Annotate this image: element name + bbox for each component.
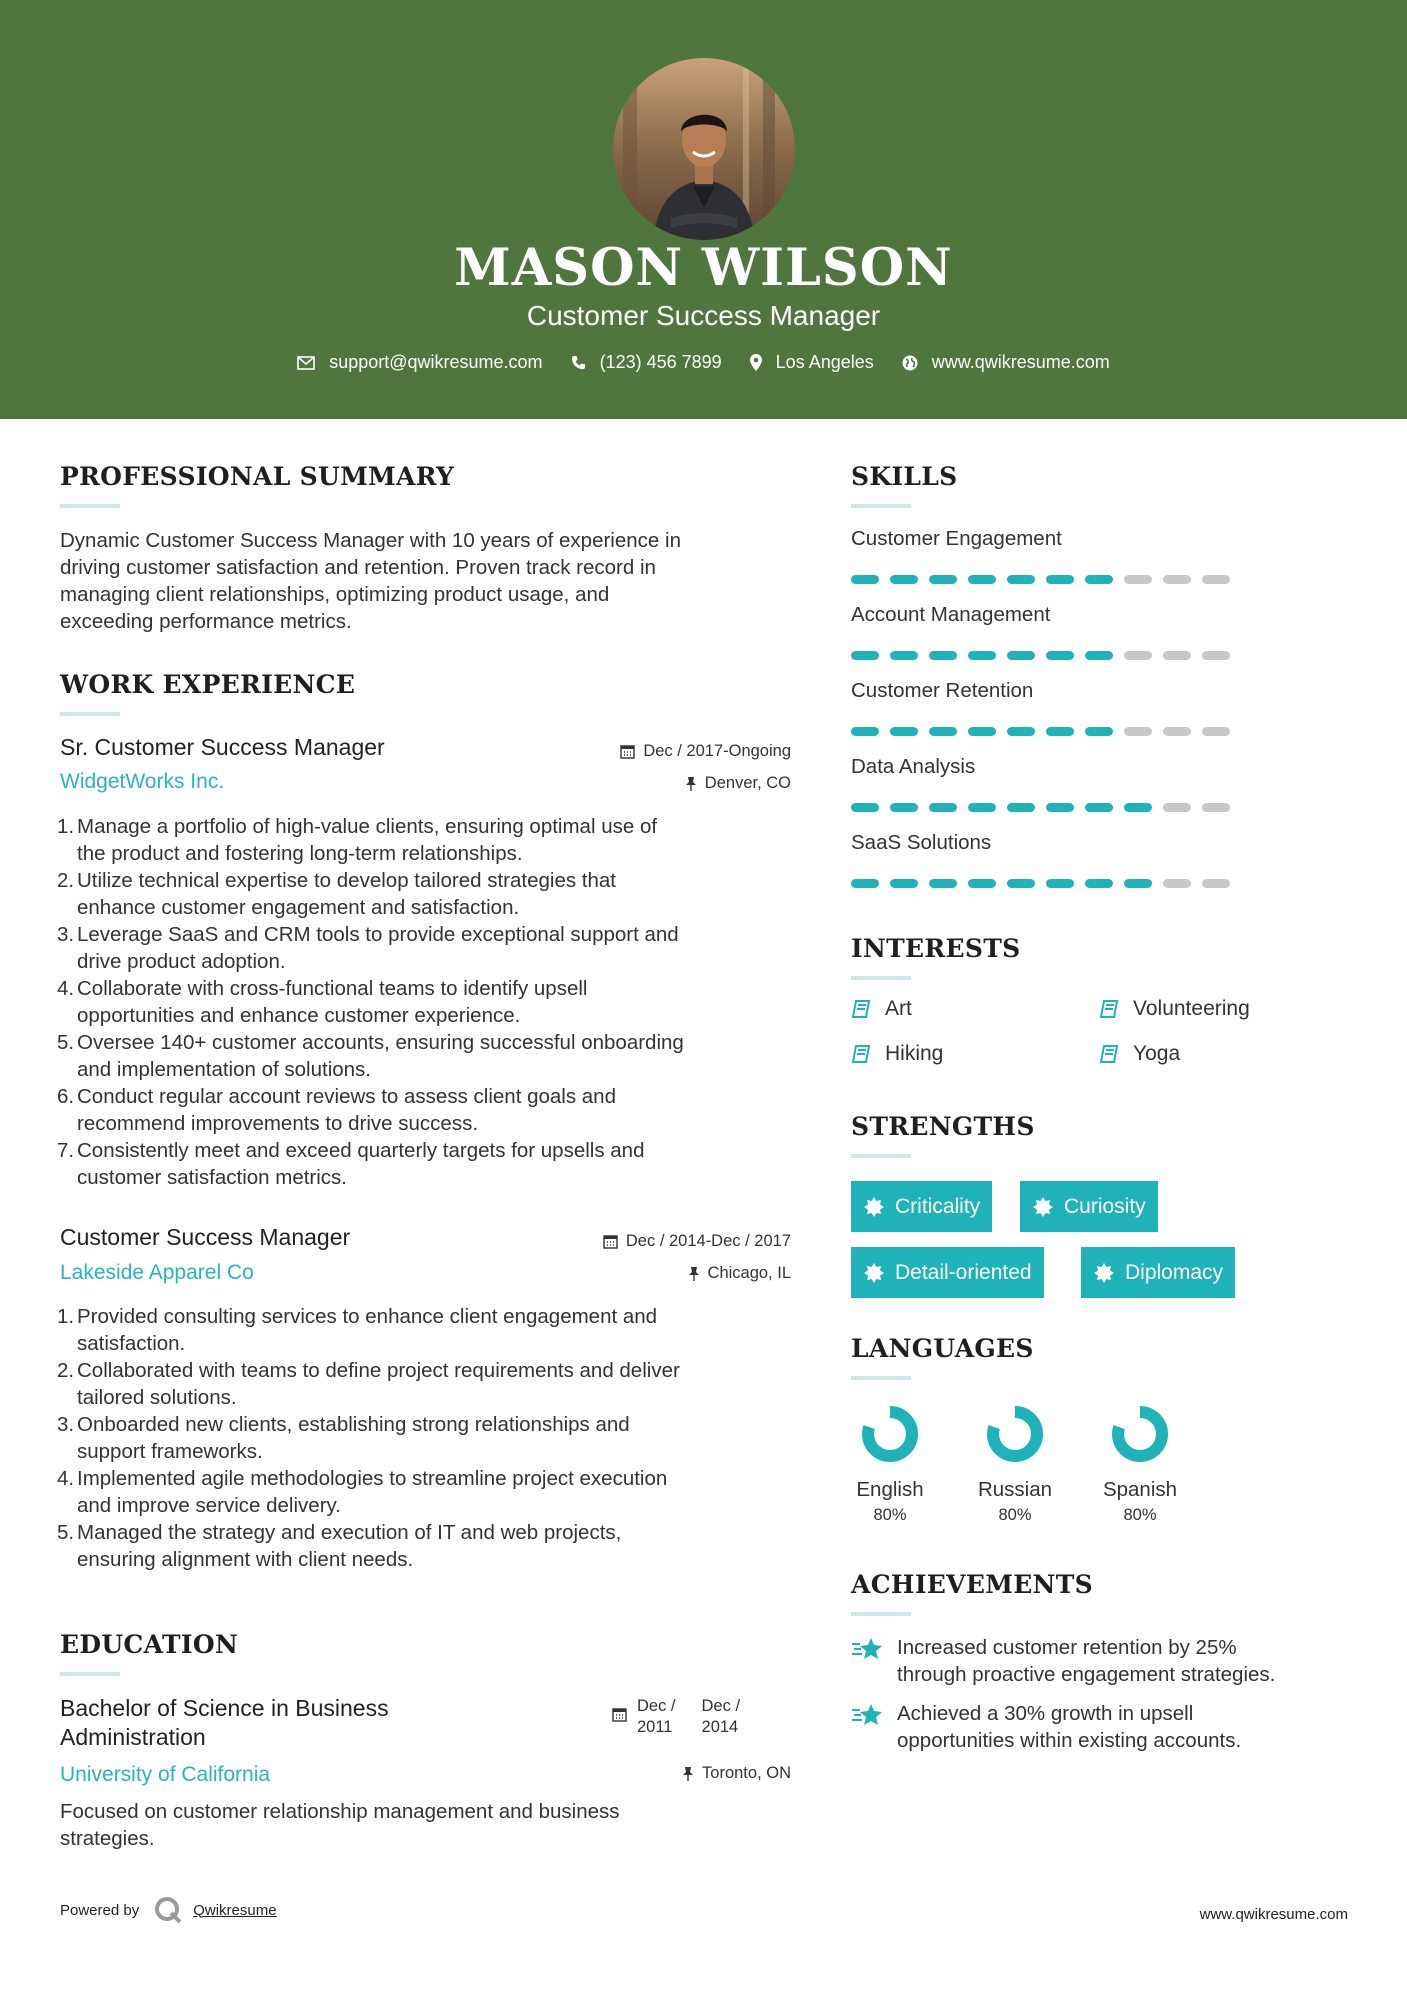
list-item: 5. Oversee 140+ customer accounts, ensuring successful onboarding and implementation of solutions.	[57, 1031, 684, 1081]
skill-level-bar	[851, 727, 1241, 736]
candidate-role: Customer Success Manager	[526, 300, 881, 331]
interests-rule	[851, 976, 911, 980]
job-date-text: Dec / 2014-Dec / 2017	[625, 1232, 791, 1250]
skill-level-segment	[1124, 651, 1152, 660]
experience-rule	[60, 712, 120, 716]
skill-level-segment	[1163, 575, 1191, 584]
skill-level-segment	[1085, 727, 1113, 736]
skill-level-segment	[1007, 803, 1035, 812]
skill-level-segment	[929, 651, 957, 660]
achievement-item: Increased customer retention by 25% through proactive engagement strategies.	[851, 1634, 1275, 1688]
skill-level-segment	[929, 727, 957, 736]
globe-icon	[902, 355, 918, 371]
education-date-end: Dec / 2014	[701, 1697, 741, 1736]
skill-level-segment	[1007, 651, 1035, 660]
footer-brand-link[interactable]: Qwikresume	[193, 1901, 277, 1919]
badge-star-icon	[1093, 1262, 1115, 1284]
list-item: 6. Conduct regular account reviews to assess client goals and recommend improvements to drive success.	[57, 1085, 616, 1135]
contact-phone-text: (123) 456 7899	[599, 352, 722, 372]
skill-level-segment	[1085, 803, 1113, 812]
list-item: 2. Utilize technical expertise to develop tailored strategies that enhance customer engagement and satisfaction.	[57, 869, 616, 919]
job-location-text: Chicago, IL	[707, 1264, 791, 1282]
pushpin-icon	[682, 1766, 694, 1781]
skill-level-segment	[890, 803, 918, 812]
list-item: 4. Implemented agile methodologies to streamline project execution and improve service delivery.	[57, 1467, 668, 1517]
language-gauge-arc	[1118, 1412, 1162, 1456]
skill-level-segment	[890, 727, 918, 736]
language-gauge-arc	[868, 1412, 912, 1456]
language-item	[960, 1402, 1070, 1525]
contact-bar	[0, 352, 1407, 373]
skill-level-segment	[1085, 651, 1113, 660]
skill-level-segment	[1124, 575, 1152, 584]
skill-level-segment	[1046, 879, 1074, 888]
skill-level-segment	[929, 803, 957, 812]
skill-level-segment	[1124, 879, 1152, 888]
achievements-rule	[851, 1612, 911, 1616]
skill-level-segment	[968, 803, 996, 812]
language-name: Russian	[977, 1478, 1053, 1501]
job-title: Sr. Customer Success Manager	[60, 734, 385, 760]
skill-level-segment	[890, 879, 918, 888]
skill-level-segment	[1046, 727, 1074, 736]
candidate-name: MASON WILSON	[454, 238, 953, 298]
skill-level-segment	[1124, 803, 1152, 812]
book-icon	[851, 999, 871, 1019]
contact-email[interactable]	[297, 352, 542, 373]
job-location	[688, 1264, 791, 1283]
strength-badge: Diplomacy	[1081, 1247, 1235, 1298]
skill-level-bar	[851, 651, 1241, 660]
skill-level-segment	[968, 651, 996, 660]
envelope-icon	[297, 356, 315, 370]
skill-level-segment	[1085, 575, 1113, 584]
contact-email-text: support@qwikresume.com	[329, 352, 543, 372]
list-item: 7. Consistently meet and exceed quarterly targets for upsells and customer satisfaction metrics.	[57, 1139, 645, 1189]
summary-line: exceeding performance metrics.	[60, 610, 352, 633]
job-bullets	[59, 1303, 799, 1573]
interest-item: Hiking	[851, 1042, 943, 1066]
skill-level-segment	[929, 575, 957, 584]
degree-title: Bachelor of Science in Business Administration	[60, 1695, 389, 1750]
badge-star-icon	[863, 1196, 885, 1218]
list-item: 3. Leverage SaaS and CRM tools to provide exceptional support and drive product adoption.	[57, 923, 679, 973]
pushpin-icon	[688, 1266, 700, 1281]
skills-title: SKILLS	[851, 462, 958, 491]
language-name: Spanish	[1102, 1478, 1178, 1501]
skill-level-segment	[890, 575, 918, 584]
phone-icon	[571, 355, 586, 370]
skill-level-segment	[968, 727, 996, 736]
skill-level-segment	[1124, 727, 1152, 736]
languages-title: LANGUAGES	[851, 1334, 1034, 1363]
book-icon	[1099, 999, 1119, 1019]
contact-phone[interactable]	[571, 352, 722, 373]
skill-level-segment	[1085, 879, 1113, 888]
interests-title: INTERESTS	[851, 934, 1021, 963]
interest-item: Volunteering	[1099, 997, 1250, 1021]
skill-level-segment	[851, 727, 879, 736]
list-item: 3. Onboarded new clients, establishing strong relationships and support frameworks.	[57, 1413, 630, 1463]
interest-item: Art	[851, 997, 912, 1021]
skill-level-segment	[1163, 651, 1191, 660]
skill-name: Account Management	[851, 603, 1051, 626]
skill-level-segment	[851, 879, 879, 888]
skill-level-segment	[1202, 727, 1230, 736]
skill-level-segment	[929, 879, 957, 888]
skill-level-segment	[1163, 803, 1191, 812]
language-gauge-arc	[993, 1412, 1037, 1456]
footer-powered-by: Powered by Qwikresume	[60, 1895, 277, 1925]
summary-title: PROFESSIONAL SUMMARY	[60, 462, 455, 491]
skill-level-segment	[851, 575, 879, 584]
job-location-text: Denver, CO	[704, 774, 791, 792]
achievement-item: Achieved a 30% growth in upsell opportunities within existing accounts.	[851, 1700, 1241, 1754]
job-title: Customer Success Manager	[60, 1224, 351, 1250]
skill-level-segment	[851, 803, 879, 812]
contact-location-text: Los Angeles	[775, 352, 874, 372]
skill-level-segment	[1202, 651, 1230, 660]
experience-title: WORK EXPERIENCE	[60, 670, 356, 699]
language-percent: 80%	[1123, 1506, 1157, 1524]
map-pin-icon	[750, 354, 762, 371]
badge-star-icon	[863, 1262, 885, 1284]
resume-header	[0, 0, 1407, 419]
book-icon	[851, 1044, 871, 1064]
skill-name: Customer Engagement	[851, 527, 1062, 550]
summary-line: Dynamic Customer Success Manager with 10 years of experience in	[60, 529, 681, 552]
skills-rule	[851, 504, 911, 508]
skill-level-segment	[890, 651, 918, 660]
job-location	[685, 774, 791, 793]
summary-line: driving customer satisfaction and retention. Proven track record in	[60, 556, 656, 579]
skill-level-segment	[1007, 879, 1035, 888]
skill-level-segment	[851, 651, 879, 660]
calendar-icon	[612, 1707, 627, 1722]
education-location-text: Toronto, ON	[702, 1764, 791, 1782]
list-item: 2. Collaborated with teams to define project requirements and deliver tailored solutions.	[57, 1359, 680, 1409]
education-title: EDUCATION	[60, 1630, 239, 1659]
job-company: WidgetWorks Inc.	[60, 770, 225, 793]
skill-level-segment	[1202, 803, 1230, 812]
qwikresume-logo-icon	[153, 1895, 183, 1925]
list-item: 1. Provided consulting services to enhance client engagement and satisfaction.	[57, 1305, 658, 1355]
list-item: 4. Collaborate with cross-functional teams to identify upsell opportunities and enhance customer experience.	[57, 977, 588, 1027]
skill-level-segment	[1163, 727, 1191, 736]
skill-level-segment	[1046, 803, 1074, 812]
list-item: 1. Manage a portfolio of high-value clients, ensuring optimal use of the product and fostering long-term relationships.	[57, 815, 658, 865]
language-percent: 80%	[873, 1506, 907, 1524]
language-gauge	[1108, 1402, 1172, 1466]
footer-url[interactable]: www.qwikresume.com	[1199, 1906, 1348, 1923]
pushpin-icon	[685, 776, 697, 791]
contact-location[interactable]	[750, 352, 874, 373]
interest-item: Yoga	[1099, 1042, 1180, 1066]
education-date-start: Dec / 2011	[637, 1697, 676, 1736]
summary-line: managing client relationships, optimizing product usage, and	[60, 583, 610, 606]
job-date-text: Dec / 2017-Ongoing	[643, 742, 791, 760]
job-date	[603, 1232, 791, 1251]
education-date	[612, 1696, 740, 1738]
skill-name: SaaS Solutions	[851, 831, 992, 854]
language-gauge	[858, 1402, 922, 1466]
education-description: Focused on customer relationship management and business strategies.	[60, 1800, 620, 1850]
language-percent: 80%	[998, 1506, 1032, 1524]
contact-website[interactable]	[902, 352, 1110, 373]
skill-level-segment	[1202, 575, 1230, 584]
calendar-icon	[603, 1234, 618, 1249]
profile-photo	[613, 58, 795, 240]
language-item	[835, 1402, 945, 1525]
calendar-icon	[620, 744, 635, 759]
skill-level-segment	[968, 575, 996, 584]
skill-level-segment	[1007, 727, 1035, 736]
language-gauge	[983, 1402, 1047, 1466]
strengths-rule	[851, 1154, 911, 1158]
summary-rule	[60, 504, 120, 508]
strength-badge: Detail-oriented	[851, 1247, 1044, 1298]
skill-level-segment	[1202, 879, 1230, 888]
skill-name: Customer Retention	[851, 679, 1034, 702]
job-date	[620, 742, 791, 761]
education-school: University of California	[60, 1763, 271, 1786]
badge-star-icon	[1032, 1196, 1054, 1218]
job-bullets	[59, 813, 799, 1191]
language-item	[1085, 1402, 1195, 1525]
job-company: Lakeside Apparel Co	[60, 1261, 254, 1284]
strength-badge: Curiosity	[1020, 1181, 1158, 1232]
education-rule	[60, 1672, 120, 1676]
contact-website-text: www.qwikresume.com	[931, 352, 1110, 372]
language-name: English	[856, 1478, 924, 1501]
languages-rule	[851, 1376, 911, 1380]
book-icon	[1099, 1044, 1119, 1064]
achievements-title: ACHIEVEMENTS	[851, 1570, 1093, 1599]
shooting-star-icon	[851, 1702, 883, 1728]
skill-level-segment	[1007, 575, 1035, 584]
skill-level-bar	[851, 575, 1241, 584]
skill-name: Data Analysis	[851, 755, 976, 778]
summary-text	[60, 527, 681, 635]
strength-badge: Criticality	[851, 1181, 992, 1232]
skill-level-segment	[1046, 651, 1074, 660]
skill-level-segment	[1163, 879, 1191, 888]
skill-level-segment	[968, 879, 996, 888]
education-location	[682, 1764, 791, 1783]
strengths-title: STRENGTHS	[851, 1112, 1035, 1141]
list-item: 5. Managed the strategy and execution of IT and web projects, ensuring alignment with client needs.	[57, 1521, 622, 1571]
skill-level-bar	[851, 803, 1241, 812]
skill-level-bar	[851, 879, 1241, 888]
shooting-star-icon	[851, 1636, 883, 1662]
skill-level-segment	[1046, 575, 1074, 584]
